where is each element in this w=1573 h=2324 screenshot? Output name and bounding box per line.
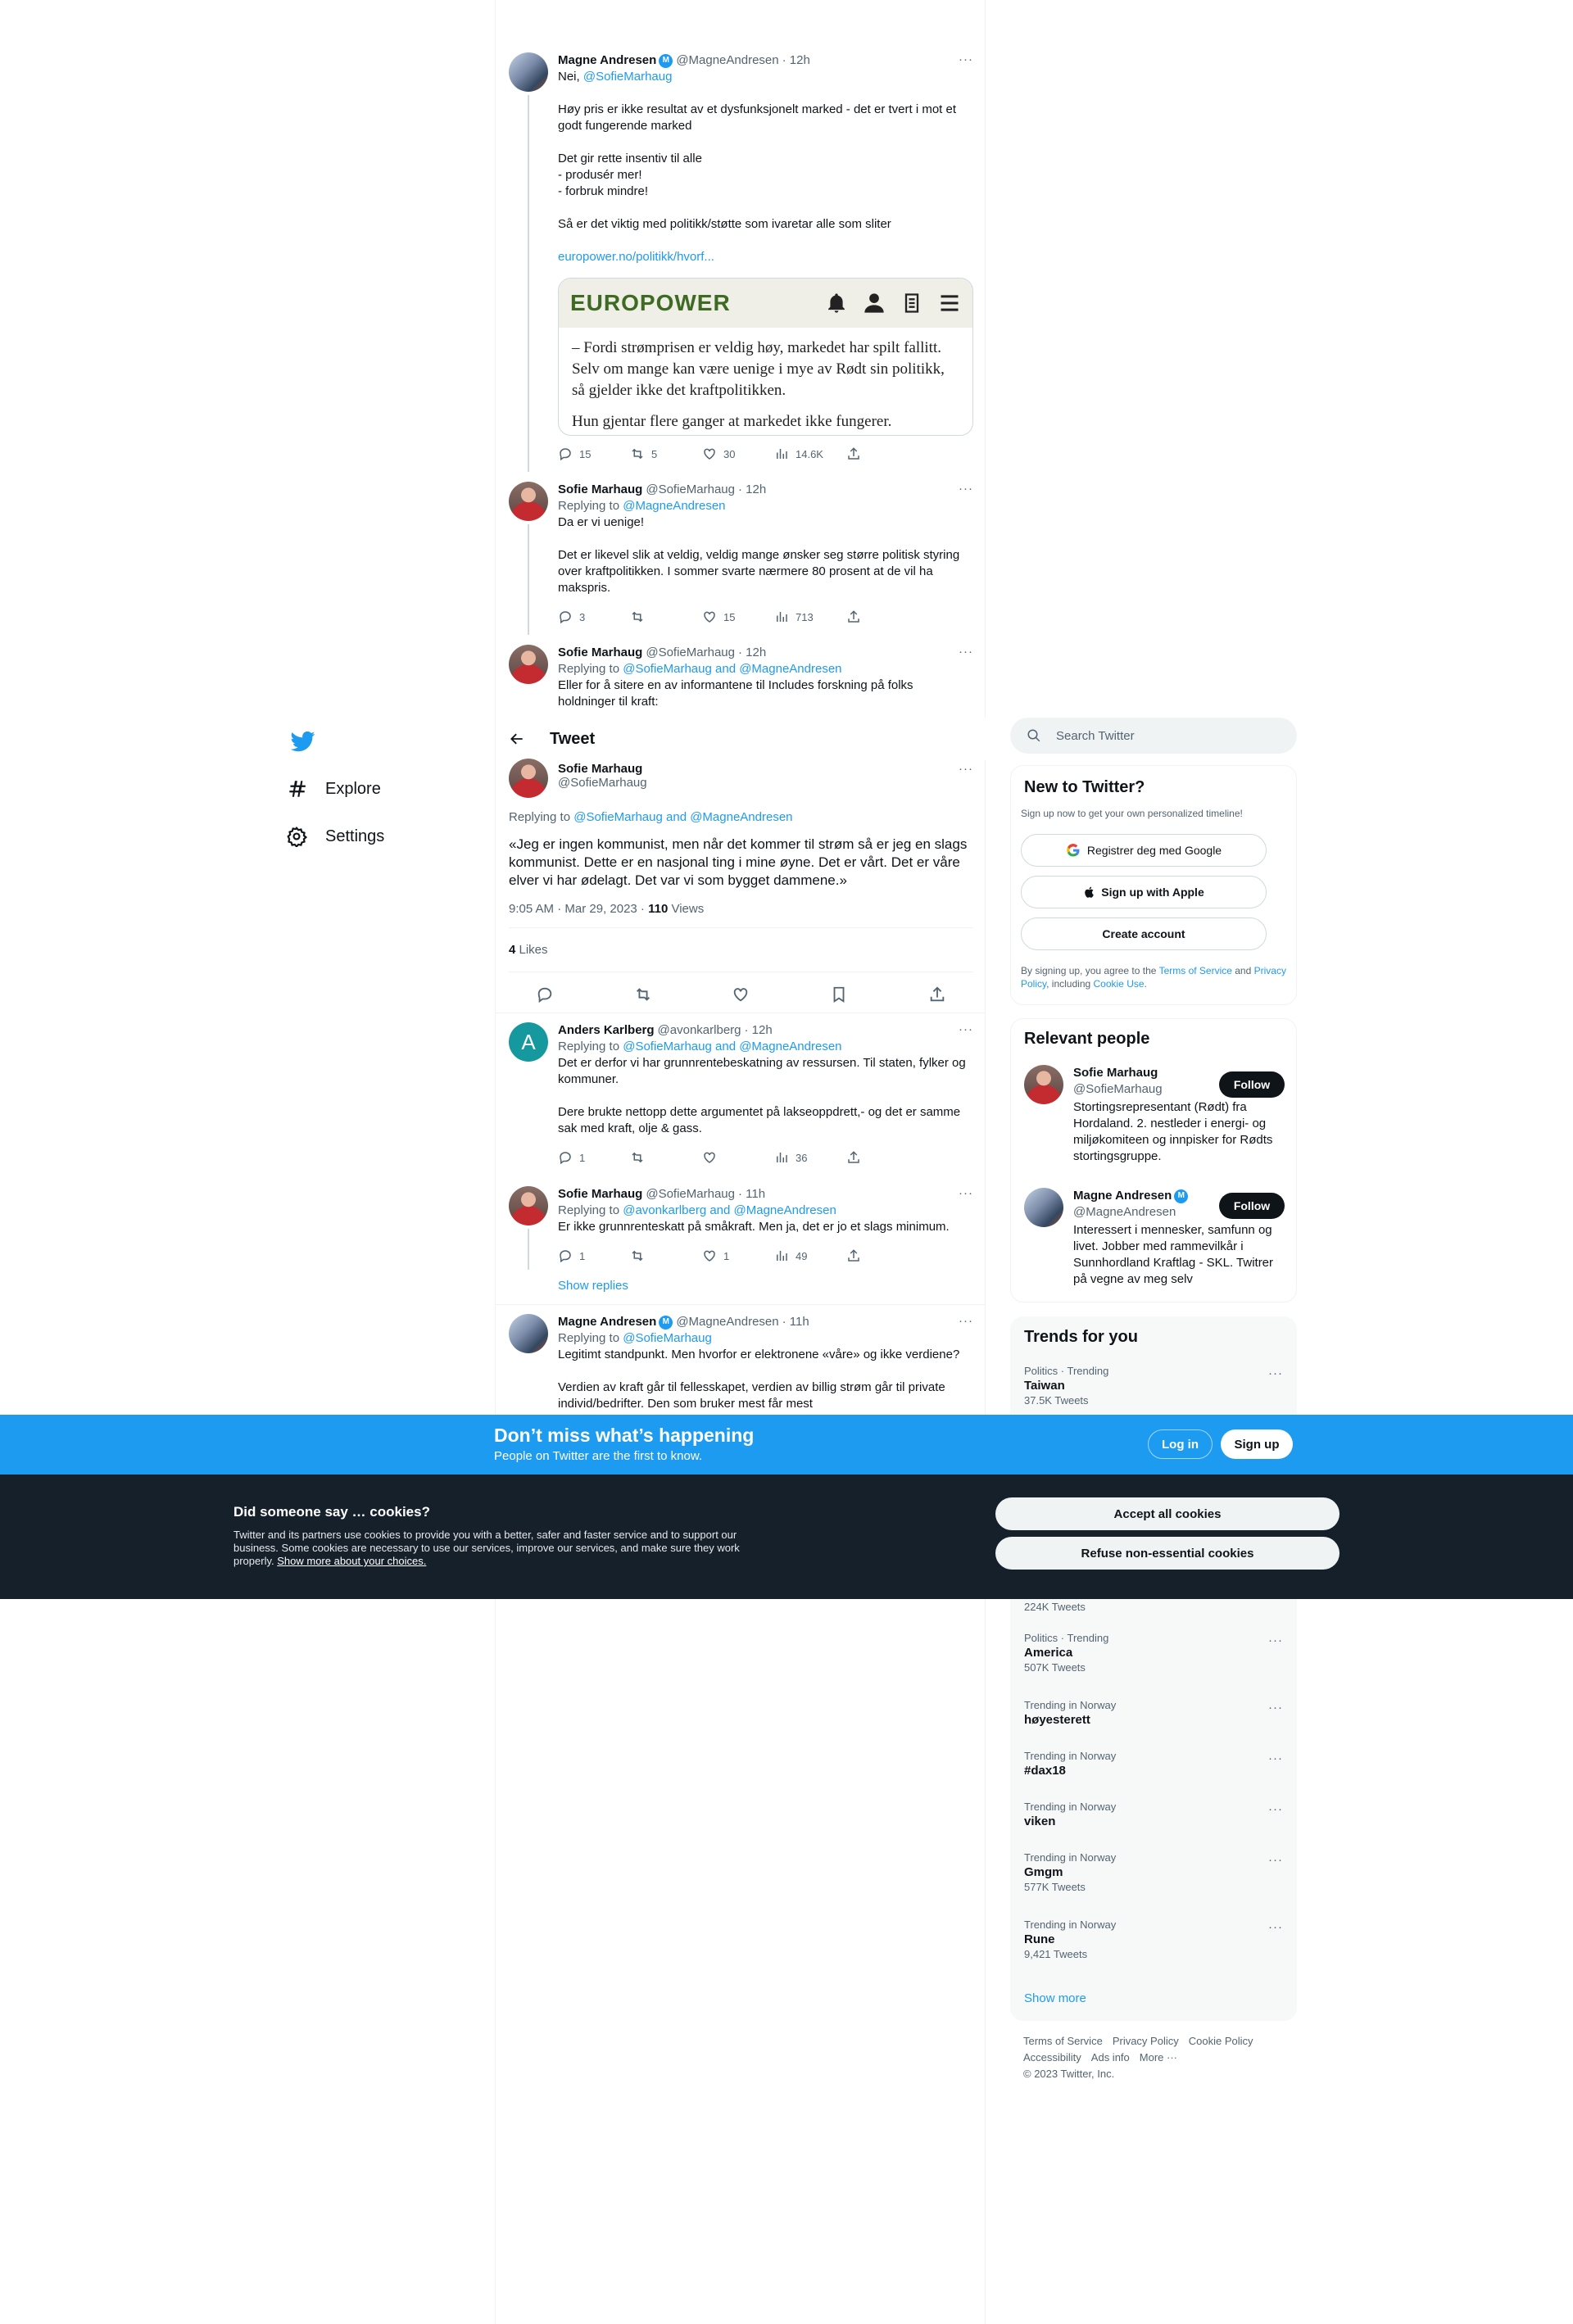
panel-subtitle: Sign up now to get your own personalized timeline! bbox=[1021, 808, 1243, 819]
more-icon[interactable]: ··· bbox=[959, 762, 973, 776]
tweet-text: Eller for å sitere en av informantene til Includes forskning på folks holdninger til kraft: bbox=[558, 678, 917, 709]
show-more-link[interactable]: Show more bbox=[1024, 1991, 1086, 2005]
replying-to bbox=[558, 661, 973, 677]
heart-icon bbox=[702, 1150, 717, 1165]
reply-tweet[interactable] bbox=[496, 1014, 986, 1183]
trend-item[interactable] bbox=[1024, 1632, 1283, 1674]
newspaper-icon bbox=[900, 292, 923, 315]
reply-prefix: Nei, bbox=[558, 70, 583, 84]
footer-copyright: © 2023 Twitter, Inc. bbox=[1023, 2068, 1115, 2080]
bell-icon bbox=[825, 292, 848, 315]
more-icon[interactable]: ··· bbox=[959, 645, 973, 659]
nav-settings[interactable] bbox=[283, 813, 463, 860]
follow-button[interactable]: Follow bbox=[1219, 1193, 1285, 1219]
author-name[interactable]: Sofie Marhaug bbox=[558, 482, 643, 496]
reply-count: 1 bbox=[579, 1151, 586, 1164]
legal-part: By signing up, you agree to the bbox=[1021, 965, 1159, 976]
replying-to bbox=[509, 809, 973, 826]
tweet-actions bbox=[558, 1248, 918, 1263]
legal-part: and bbox=[1231, 965, 1254, 976]
share-icon bbox=[846, 1248, 861, 1263]
cookie-choices-link[interactable]: Show more about your choices. bbox=[277, 1555, 427, 1567]
author-name[interactable]: Anders Karlberg bbox=[558, 1023, 655, 1037]
tweet-thread-3[interactable] bbox=[496, 638, 986, 717]
legal-text bbox=[1021, 964, 1288, 990]
panel-title: New to Twitter? bbox=[1024, 778, 1145, 796]
replying-to bbox=[558, 1039, 973, 1055]
trend-name: Gmgm bbox=[1024, 1865, 1063, 1879]
views-count: 110 bbox=[648, 902, 669, 916]
trend-item[interactable] bbox=[1024, 1365, 1283, 1407]
retweet-button[interactable] bbox=[630, 446, 702, 461]
replying-label: Replying to bbox=[558, 1203, 620, 1217]
mention-link[interactable]: @SofieMarhaug and @MagneAndresen bbox=[573, 810, 793, 824]
reply-button[interactable] bbox=[558, 609, 630, 624]
reply-button[interactable] bbox=[558, 1150, 630, 1165]
follow-button[interactable]: Follow bbox=[1219, 1071, 1285, 1098]
avatar[interactable] bbox=[1024, 1065, 1063, 1104]
tweet-meta bbox=[509, 901, 973, 917]
cookie-banner bbox=[0, 1475, 1573, 1599]
thread-connector bbox=[528, 95, 529, 472]
replying-label: Replying to bbox=[558, 499, 620, 513]
mention-link[interactable]: @SofieMarhaug and @MagneAndresen bbox=[623, 662, 842, 676]
twitter-logo-icon[interactable] bbox=[283, 721, 324, 762]
new-to-twitter-panel bbox=[1010, 765, 1297, 1005]
google-signup-button[interactable] bbox=[1021, 834, 1267, 867]
trend-count: 224K Tweets bbox=[1024, 1601, 1086, 1613]
views-count: 713 bbox=[796, 610, 814, 623]
more-icon[interactable]: ··· bbox=[1268, 1853, 1283, 1867]
legal-part: , including bbox=[1046, 978, 1094, 990]
replying-label: Replying to bbox=[558, 662, 620, 676]
replying-to bbox=[558, 498, 973, 514]
tos-link[interactable]: Terms of Service bbox=[1158, 965, 1232, 976]
signup-button[interactable]: Sign up bbox=[1221, 1429, 1293, 1459]
tweet-thread-1[interactable] bbox=[496, 46, 986, 472]
replying-to bbox=[558, 1203, 973, 1219]
tweet-text: Legitimt standpunkt. Men hvorfor er elektronene «våre» og ikke verdiene? Verdien av kraft går til fellesskapet, verdien av billig strøm går til private individ/bedrifter. Den som bruker mest får mest bbox=[558, 1348, 960, 1411]
mention-link[interactable]: @SofieMarhaug bbox=[623, 1331, 712, 1345]
analytics-icon bbox=[774, 1150, 789, 1165]
more-icon[interactable]: ··· bbox=[959, 482, 973, 496]
nav-explore[interactable] bbox=[283, 765, 463, 813]
author-handle[interactable]: @SofieMarhaug bbox=[558, 776, 647, 790]
person-card[interactable] bbox=[1011, 1188, 1296, 1302]
create-account-label: Create account bbox=[1102, 927, 1185, 940]
banner-title: Don’t miss what’s happening bbox=[494, 1425, 755, 1446]
trend-count: 507K Tweets bbox=[1024, 1661, 1086, 1674]
views-count: 36 bbox=[796, 1151, 808, 1164]
trend-context: Politics · Trending bbox=[1024, 1365, 1109, 1377]
nav-settings-label: Settings bbox=[325, 827, 385, 845]
replying-label: Replying to bbox=[558, 1331, 620, 1345]
europower-logo: EUROPOWER bbox=[570, 290, 731, 315]
more-icon[interactable]: ··· bbox=[959, 1022, 973, 1036]
reply-button[interactable] bbox=[558, 1248, 630, 1263]
share-icon bbox=[846, 609, 861, 624]
retweet-button[interactable] bbox=[630, 1248, 702, 1263]
bookmark-icon[interactable] bbox=[830, 985, 848, 1003]
mention-link[interactable]: @MagneAndresen bbox=[623, 499, 726, 513]
heart-icon bbox=[702, 1248, 717, 1263]
trend-item[interactable] bbox=[1024, 1919, 1283, 1961]
apple-signup-label: Sign up with Apple bbox=[1101, 886, 1204, 899]
footer bbox=[1023, 2033, 1285, 2082]
tweet-time[interactable]: · 11h bbox=[737, 1187, 766, 1201]
mention-link[interactable]: @SofieMarhaug bbox=[583, 70, 673, 84]
share-button[interactable] bbox=[846, 446, 918, 461]
footer-cookie[interactable]: Cookie Policy bbox=[1188, 2035, 1253, 2047]
like-button[interactable] bbox=[702, 446, 774, 461]
share-button[interactable] bbox=[846, 1248, 918, 1263]
search-placeholder: Search Twitter bbox=[1056, 728, 1135, 743]
retweet-icon bbox=[630, 446, 645, 461]
verified-badge-icon: M bbox=[659, 54, 673, 68]
trend-context: Trending in Norway bbox=[1024, 1851, 1117, 1864]
banner-subtitle: People on Twitter are the first to know. bbox=[494, 1449, 703, 1463]
footer-ads[interactable]: Ads info bbox=[1090, 2051, 1130, 2064]
cookie-title: Did someone say … cookies? bbox=[233, 1504, 430, 1520]
reply-icon bbox=[558, 1150, 573, 1165]
trend-name: viken bbox=[1024, 1814, 1056, 1828]
reply-icon bbox=[558, 1248, 573, 1263]
like-button[interactable] bbox=[702, 1150, 774, 1165]
privacy-link[interactable]: Privacy Policy bbox=[1021, 965, 1286, 990]
reply-count: 15 bbox=[579, 447, 592, 460]
reply-icon bbox=[558, 609, 573, 624]
author-name[interactable]: Magne Andresen bbox=[558, 1315, 657, 1329]
footer-more[interactable]: More ··· bbox=[1139, 2051, 1177, 2064]
tweet-time[interactable]: · 12h bbox=[744, 1023, 773, 1037]
like-count: 30 bbox=[723, 447, 736, 460]
analytics-icon bbox=[774, 446, 789, 461]
footer-accessibility[interactable]: Accessibility bbox=[1023, 2051, 1081, 2064]
menu-icon bbox=[938, 292, 961, 315]
cookie-text: Twitter and its partners use cookies to provide you with a better, safer and faster service and to support our business. Some cookies are necessary to use our services, improve our services, and make sure they work properly. bbox=[233, 1529, 740, 1567]
trend-name: #dax18 bbox=[1024, 1764, 1066, 1778]
retweet-icon bbox=[630, 1150, 645, 1165]
share-button[interactable] bbox=[846, 609, 918, 624]
reply-count: 1 bbox=[579, 1249, 586, 1262]
thread-connector bbox=[528, 524, 529, 635]
cookie-use-link[interactable]: Cookie Use bbox=[1093, 978, 1145, 990]
avatar[interactable] bbox=[509, 645, 548, 684]
more-icon[interactable]: ··· bbox=[959, 1186, 973, 1200]
person-name[interactable]: Magne Andresen bbox=[1073, 1189, 1172, 1203]
create-account-button[interactable] bbox=[1021, 917, 1267, 950]
views-label: Views bbox=[668, 902, 705, 916]
author-handle[interactable]: @SofieMarhaug bbox=[646, 1187, 735, 1201]
hashtag-icon bbox=[286, 778, 307, 800]
mention-link[interactable]: @SofieMarhaug and @MagneAndresen bbox=[623, 1040, 842, 1053]
tweet-time[interactable]: · 12h bbox=[737, 482, 767, 496]
share-icon bbox=[846, 446, 861, 461]
retweet-button[interactable] bbox=[630, 1150, 702, 1165]
gear-icon bbox=[286, 826, 307, 847]
trend-item[interactable] bbox=[1024, 1601, 1283, 1614]
more-icon[interactable]: ··· bbox=[1268, 1802, 1283, 1816]
views-count: 14.6K bbox=[796, 447, 823, 460]
more-icon[interactable]: ··· bbox=[1268, 1920, 1283, 1934]
panel-title: Trends for you bbox=[1024, 1328, 1138, 1346]
trend-count: 9,421 Tweets bbox=[1024, 1948, 1088, 1960]
tweet-text: Det er derfor vi har grunnrentebeskatning av ressursen. Til staten, fylker og kommuner. Dere brukte nettopp dette argumentet på lakseoppdrett,- og det er samme sak med kraft, olje & gass. bbox=[558, 1056, 966, 1135]
heart-icon[interactable] bbox=[732, 985, 750, 1003]
google-icon bbox=[1066, 843, 1081, 858]
trend-name: Taiwan bbox=[1024, 1379, 1065, 1393]
tweet-actions bbox=[558, 446, 918, 461]
more-icon[interactable]: ··· bbox=[959, 1314, 973, 1328]
link-card[interactable] bbox=[558, 278, 973, 436]
avatar[interactable] bbox=[509, 759, 548, 798]
tweet-time[interactable]: · 12h bbox=[737, 646, 767, 659]
reply-line bbox=[558, 69, 973, 85]
share-icon[interactable] bbox=[928, 985, 946, 1003]
verified-badge-icon: M bbox=[659, 1316, 673, 1330]
card-header bbox=[559, 279, 972, 328]
like-button[interactable] bbox=[702, 609, 774, 624]
reply-icon[interactable] bbox=[536, 985, 554, 1003]
retweet-icon[interactable] bbox=[634, 985, 652, 1003]
like-count: 15 bbox=[723, 610, 736, 623]
card-paragraph: Hun gjentar flere ganger at markedet ikke fungerer. bbox=[572, 413, 892, 430]
like-button[interactable] bbox=[702, 1248, 774, 1263]
author-handle[interactable]: @MagneAndresen bbox=[676, 1315, 779, 1329]
views-button[interactable] bbox=[774, 609, 846, 624]
main-column bbox=[495, 0, 986, 2324]
person-name[interactable]: Sofie Marhaug bbox=[1073, 1066, 1158, 1080]
footer-privacy[interactable]: Privacy Policy bbox=[1112, 2035, 1179, 2047]
like-count: 1 bbox=[723, 1249, 730, 1262]
nav-explore-label: Explore bbox=[325, 779, 381, 798]
more-icon[interactable]: ··· bbox=[1268, 1701, 1283, 1715]
main-tweet-actions bbox=[496, 973, 986, 1016]
share-button[interactable] bbox=[846, 1150, 918, 1165]
trend-item[interactable] bbox=[1024, 1750, 1283, 1779]
person-bio: Stortingsrepresentant (Rødt) fra Hordaland. 2. nestleder i energi- og miljøkomiteen og innpisker for Rødts stortingsgruppe. bbox=[1073, 1100, 1276, 1163]
trend-context: Trending in Norway bbox=[1024, 1919, 1117, 1931]
author-name[interactable]: Sofie Marhaug bbox=[558, 1187, 643, 1201]
avatar[interactable] bbox=[1024, 1188, 1063, 1227]
tweet-text: Da er vi uenige! Det er likevel slik at veldig, veldig mange ønsker seg større politisk styring over kraftpolitikken. I sommer svarte nærmere 80 prosent at de vil ha makspris. bbox=[558, 515, 960, 595]
retweet-button[interactable] bbox=[630, 609, 702, 624]
thread-connector bbox=[528, 1229, 529, 1270]
more-icon[interactable]: ··· bbox=[959, 52, 973, 66]
heart-icon bbox=[702, 609, 717, 624]
relevant-people-panel bbox=[1010, 1018, 1297, 1302]
show-replies-link[interactable]: Show replies bbox=[558, 1279, 628, 1293]
replying-label: Replying to bbox=[509, 810, 571, 824]
retweet-count: 5 bbox=[651, 447, 658, 460]
reply-button[interactable] bbox=[558, 446, 630, 461]
views-button[interactable] bbox=[774, 1150, 846, 1165]
tweet-time[interactable]: · 11h bbox=[782, 1315, 809, 1329]
avatar[interactable] bbox=[509, 482, 548, 521]
article-link[interactable]: europower.no/politikk/hvorf... bbox=[558, 250, 714, 264]
more-icon[interactable]: ··· bbox=[1268, 1366, 1283, 1380]
replying-label: Replying to bbox=[558, 1040, 620, 1053]
retweet-icon bbox=[630, 1248, 645, 1263]
avatar[interactable] bbox=[509, 1314, 548, 1353]
person-card[interactable] bbox=[1011, 1065, 1296, 1180]
tweet-actions bbox=[558, 609, 918, 624]
trend-context: Trending in Norway bbox=[1024, 1801, 1117, 1813]
search-icon bbox=[1027, 728, 1041, 743]
refuse-cookies-button[interactable]: Refuse non-essential cookies bbox=[995, 1537, 1340, 1570]
author-name[interactable]: Magne Andresen bbox=[558, 53, 657, 67]
share-icon bbox=[846, 1150, 861, 1165]
legal-part: . bbox=[1144, 978, 1147, 990]
trend-context: Trending in Norway bbox=[1024, 1750, 1117, 1762]
google-signup-label: Registrer deg med Google bbox=[1086, 844, 1222, 857]
trend-context: Politics · Trending bbox=[1024, 1632, 1109, 1644]
tweet-thread-2[interactable] bbox=[496, 475, 986, 635]
page-title: Tweet bbox=[550, 729, 596, 748]
mention-link[interactable]: @avonkarlberg and @MagneAndresen bbox=[623, 1203, 836, 1217]
more-icon[interactable]: ··· bbox=[1268, 1751, 1283, 1765]
reply-tweet[interactable] bbox=[496, 1183, 986, 1302]
tweet-text: Høy pris er ikke resultat av et dysfunksjonelt marked - det er tvert i mot et godt fungerende marked Det gir rette insentiv til alle - produsér mer! - forbruk mindre! Så er det viktig med politikk/støtte som ivaretar alle som sliter bbox=[558, 102, 957, 231]
retweet-icon bbox=[630, 609, 645, 624]
analytics-icon bbox=[774, 609, 789, 624]
author-handle[interactable]: @SofieMarhaug bbox=[646, 482, 735, 496]
divider bbox=[496, 1304, 985, 1305]
likes-summary[interactable] bbox=[509, 942, 548, 958]
trend-name: America bbox=[1024, 1646, 1073, 1660]
login-banner bbox=[0, 1415, 1573, 1475]
divider bbox=[509, 927, 973, 928]
trend-name: Rune bbox=[1024, 1932, 1055, 1946]
trend-item[interactable] bbox=[1024, 1699, 1283, 1728]
login-button[interactable]: Log in bbox=[1148, 1429, 1213, 1459]
replying-to bbox=[558, 1330, 973, 1347]
person-bio: Interessert i mennesker, samfunn og livet. Jobber med rammevilkår i Sunnhordland Kraftlag - SKL. Twitrer på vegne av meg selv bbox=[1073, 1223, 1277, 1286]
tweet-text: «Jeg er ingen kommunist, men når det kommer til strøm så er jeg en slags kommunist. Dette er en nasjonal ting i mine øyne. Det er vårt. Det er våre elver vi har ødelagt. Det var vi som bygget dammene.» bbox=[509, 836, 972, 888]
trend-count: 37.5K Tweets bbox=[1024, 1394, 1089, 1407]
trend-item[interactable] bbox=[1024, 1851, 1283, 1894]
cookie-description bbox=[233, 1529, 766, 1568]
author-name[interactable]: Sofie Marhaug bbox=[558, 646, 643, 659]
analytics-icon bbox=[774, 1248, 789, 1263]
likes-count: 4 bbox=[509, 943, 516, 957]
trend-item[interactable] bbox=[1024, 1801, 1283, 1830]
search-input[interactable] bbox=[1010, 718, 1297, 754]
tweet-text: Er ikke grunnrenteskatt på småkraft. Men ja, det er jo et slags minimum. bbox=[558, 1220, 950, 1234]
person-handle[interactable]: @SofieMarhaug bbox=[1073, 1082, 1163, 1096]
views-count: 49 bbox=[796, 1249, 808, 1262]
tweet-time[interactable]: · 12h bbox=[782, 53, 810, 67]
user-icon bbox=[863, 292, 886, 315]
card-paragraph: – Fordi strømprisen er veldig høy, markedet har spilt fallitt. Selv om mange kan være uenige i mye av Rødt sin politikk, så gjelder ikke det kraftpolitikken. bbox=[572, 339, 945, 399]
left-nav bbox=[283, 721, 463, 860]
accept-cookies-button[interactable]: Accept all cookies bbox=[995, 1497, 1340, 1530]
views-button[interactable] bbox=[774, 1248, 846, 1263]
card-body bbox=[559, 328, 972, 436]
tweet-header bbox=[496, 718, 986, 760]
trend-name: høyesterett bbox=[1024, 1713, 1090, 1727]
verified-badge-icon: M bbox=[1174, 1189, 1188, 1203]
likes-label: Likes bbox=[515, 943, 548, 957]
apple-signup-button[interactable] bbox=[1021, 876, 1267, 908]
reply-icon bbox=[558, 446, 573, 461]
avatar[interactable]: A bbox=[509, 1022, 548, 1062]
tweet-timestamp[interactable]: 9:05 AM · Mar 29, 2023 · bbox=[509, 902, 649, 916]
more-icon[interactable]: ··· bbox=[1268, 1633, 1283, 1647]
trend-count: 577K Tweets bbox=[1024, 1881, 1086, 1893]
avatar[interactable] bbox=[509, 52, 548, 92]
main-tweet bbox=[496, 759, 986, 1013]
tweet-actions bbox=[558, 1150, 918, 1165]
avatar[interactable] bbox=[509, 1186, 548, 1225]
footer-tos[interactable]: Terms of Service bbox=[1023, 2035, 1103, 2047]
heart-icon bbox=[702, 446, 717, 461]
reply-count: 3 bbox=[579, 610, 586, 623]
reply-tweet[interactable] bbox=[496, 1306, 986, 1415]
author-handle[interactable]: @avonkarlberg bbox=[657, 1023, 741, 1037]
views-button[interactable] bbox=[774, 446, 846, 461]
back-arrow-icon[interactable] bbox=[509, 731, 525, 747]
author-handle[interactable]: @MagneAndresen bbox=[676, 53, 779, 67]
trend-context: Trending in Norway bbox=[1024, 1699, 1117, 1711]
author-name[interactable]: Sofie Marhaug bbox=[558, 762, 643, 776]
panel-title: Relevant people bbox=[1024, 1030, 1150, 1048]
apple-icon bbox=[1083, 885, 1096, 899]
person-handle[interactable]: @MagneAndresen bbox=[1073, 1205, 1176, 1219]
author-handle[interactable]: @SofieMarhaug bbox=[646, 646, 735, 659]
